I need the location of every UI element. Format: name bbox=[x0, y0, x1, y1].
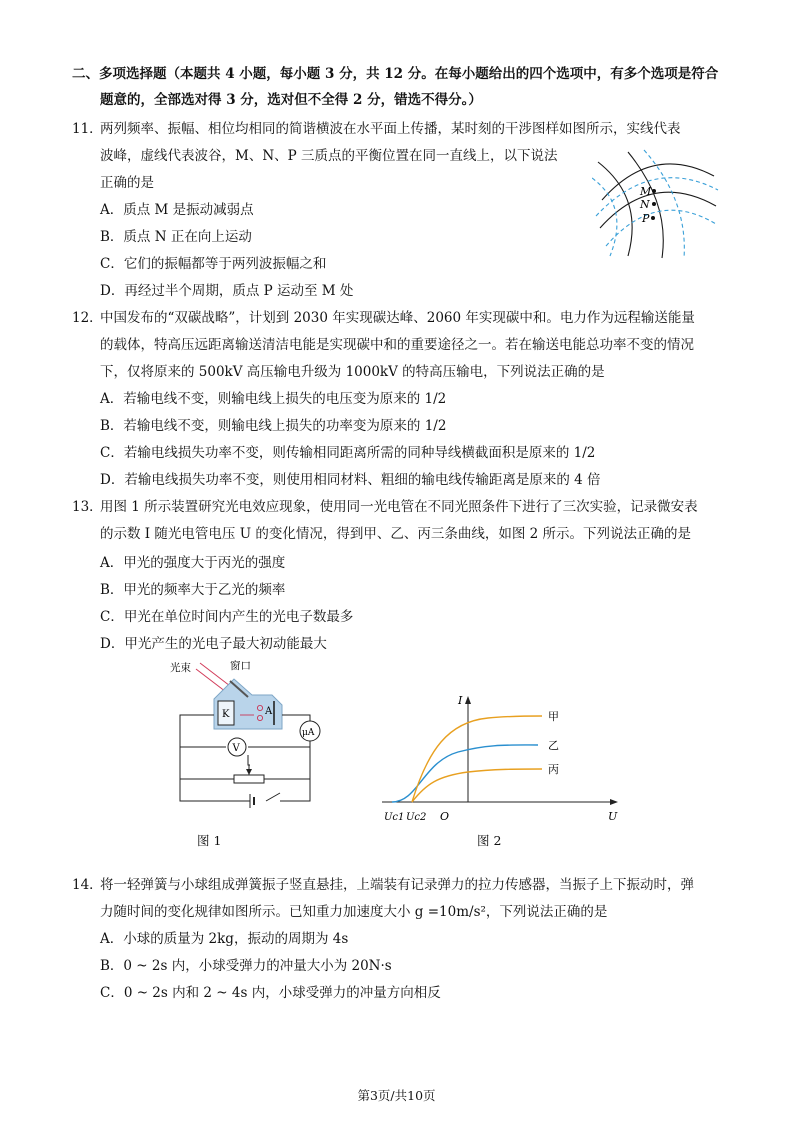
q12-option-d: D．若输电线损失功率不变，则使用相同材料、粗细的输电线传输距离是原来的 4 倍 bbox=[100, 472, 601, 488]
curve-yi bbox=[392, 745, 538, 802]
q12-option-b: B．若输电线不变，则输电线上损失的功率变为原来的 1/2 bbox=[100, 418, 447, 434]
q13-number: 13． bbox=[72, 499, 103, 515]
trough-arc-4 bbox=[592, 178, 617, 256]
trough-arc-1 bbox=[596, 178, 718, 216]
q11-stem-line2: 波峰，虚线代表波谷，M、N、P 三质点的平衡位置在同一直线上，以下说法 bbox=[100, 148, 558, 164]
point-n-dot bbox=[652, 202, 656, 206]
curve-bing bbox=[412, 769, 542, 802]
q12-option-a: A．若输电线不变，则输电线上损失的电压变为原来的 1/2 bbox=[100, 391, 447, 407]
uc1-label: Uc1 bbox=[384, 812, 405, 823]
q11-option-a: A．质点 M 是振动减弱点 bbox=[100, 202, 254, 218]
wave-crest-lines bbox=[598, 152, 716, 258]
q12-stem-line3: 下，仅将原来的 500kV 高压输电升级为 1000kV 的特高压输电，下列说法正确的是 bbox=[100, 364, 605, 380]
beam-label: 光束 bbox=[170, 662, 191, 674]
i-axis-label: I bbox=[458, 694, 463, 707]
rheostat-slider bbox=[246, 769, 252, 775]
anode-label: A bbox=[265, 706, 273, 717]
section-header-line1: 二、多项选择题（本题共 4 小题，每小题 3 分，共 12 分。在每小题给出的四个选项中，有多个选项是符合 bbox=[72, 66, 719, 82]
label-p: P bbox=[642, 212, 650, 225]
q12-number: 12． bbox=[72, 310, 103, 326]
origin-label: O bbox=[440, 810, 450, 823]
q12-option-c: C．若输电线损失功率不变，则传输相同距离所需的同种导线横截面积是原来的 1/2 bbox=[100, 445, 596, 461]
cathode-label: K bbox=[222, 709, 230, 720]
q13-option-b: B．甲光的频率大于乙光的频率 bbox=[100, 582, 286, 598]
q14-stem-line1: 将一轻弹簧与小球组成弹簧振子竖直悬挂，上端装有记录弹力的拉力传感器，当振子上下振动时，弹 bbox=[100, 877, 694, 893]
label-m: M bbox=[640, 185, 652, 198]
curve-bing-label: 丙 bbox=[548, 763, 559, 776]
q12-stem-line2: 的载体，特高压远距离输送清洁电能是实现碳中和的重要途径之一。若在输送电能总功率不变的情况 bbox=[100, 337, 694, 353]
voltmeter-label: V bbox=[232, 743, 240, 754]
figure2-caption: 图 2 bbox=[477, 833, 502, 848]
curve-jia bbox=[412, 716, 542, 802]
q11-stem-line3: 正确的是 bbox=[100, 175, 154, 191]
q14-number: 14． bbox=[72, 877, 103, 893]
q13-stem-line2: 的示数 I 随光电管电压 U 的变化情况，得到甲、乙、丙三条曲线，如图 2 所示。下列说法正确的是 bbox=[100, 526, 692, 542]
page-footer: 第3页/共10页 bbox=[357, 1088, 436, 1103]
q13-option-d: D．甲光产生的光电子最大初动能最大 bbox=[100, 636, 327, 652]
q11-option-b: B．质点 N 正在向上运动 bbox=[100, 229, 252, 245]
q11-interference-figure bbox=[592, 148, 722, 260]
q14-option-b: B．0 ~ 2s 内，小球受弹力的冲量大小为 20N·s bbox=[100, 958, 392, 974]
i-axis-arrow bbox=[465, 696, 471, 704]
q12-stem-line1: 中国发布的“双碳战略”，计划到 2030 年实现碳达峰、2060 年实现碳中和。电力作为远程输送能量 bbox=[100, 310, 695, 326]
q14-option-c: C．0 ~ 2s 内和 2 ~ 4s 内，小球受弹力的冲量方向相反 bbox=[100, 985, 441, 1001]
q14-option-a: A．小球的质量为 2kg，振动的周期为 4s bbox=[100, 931, 349, 947]
curve-yi-label: 乙 bbox=[548, 739, 559, 752]
q14-stem-line2: 力随时间的变化规律如图所示。已知重力加速度大小 g =10m/s²，下列说法正确的是 bbox=[100, 904, 608, 920]
q11-number: 11． bbox=[72, 121, 103, 137]
figure1-caption: 图 1 bbox=[197, 833, 222, 848]
curve-jia-label: 甲 bbox=[548, 710, 559, 723]
point-m-dot bbox=[652, 189, 656, 193]
point-p-dot bbox=[651, 216, 655, 220]
q13-stem-line1: 用图 1 所示装置研究光电效应现象，使用同一光电管在不同光照条件下进行了三次实验，记录微安表 bbox=[100, 499, 698, 515]
window-label: 窗口 bbox=[230, 660, 251, 672]
section-header-line2: 题意的，全部选对得 3 分，选对但不全得 2 分，错选不得分。） bbox=[100, 92, 482, 108]
microammeter-label: μA bbox=[302, 728, 315, 738]
q11-stem-line1: 两列频率、振幅、相位均相同的简谐横波在水平面上传播，某时刻的干涉图样如图所示，实线代表 bbox=[100, 121, 681, 137]
q11-option-c: C．它们的振幅都等于两列波振幅之和 bbox=[100, 256, 327, 272]
rheostat bbox=[234, 775, 264, 783]
crest-arc-2 bbox=[600, 192, 716, 228]
label-n: N bbox=[640, 198, 650, 211]
q11-option-d: D．再经过半个周期，质点 P 运动至 M 处 bbox=[100, 283, 354, 299]
uc2-label: Uc2 bbox=[406, 812, 427, 823]
u-axis-arrow bbox=[610, 799, 618, 805]
q13-option-a: A．甲光的强度大于丙光的强度 bbox=[100, 555, 286, 571]
u-axis-label: U bbox=[608, 810, 618, 823]
q13-figure1-circuit bbox=[168, 655, 338, 815]
q13-figure2-iu-graph bbox=[378, 690, 628, 840]
q13-option-c: C．甲光在单位时间内产生的光电子数最多 bbox=[100, 609, 354, 625]
